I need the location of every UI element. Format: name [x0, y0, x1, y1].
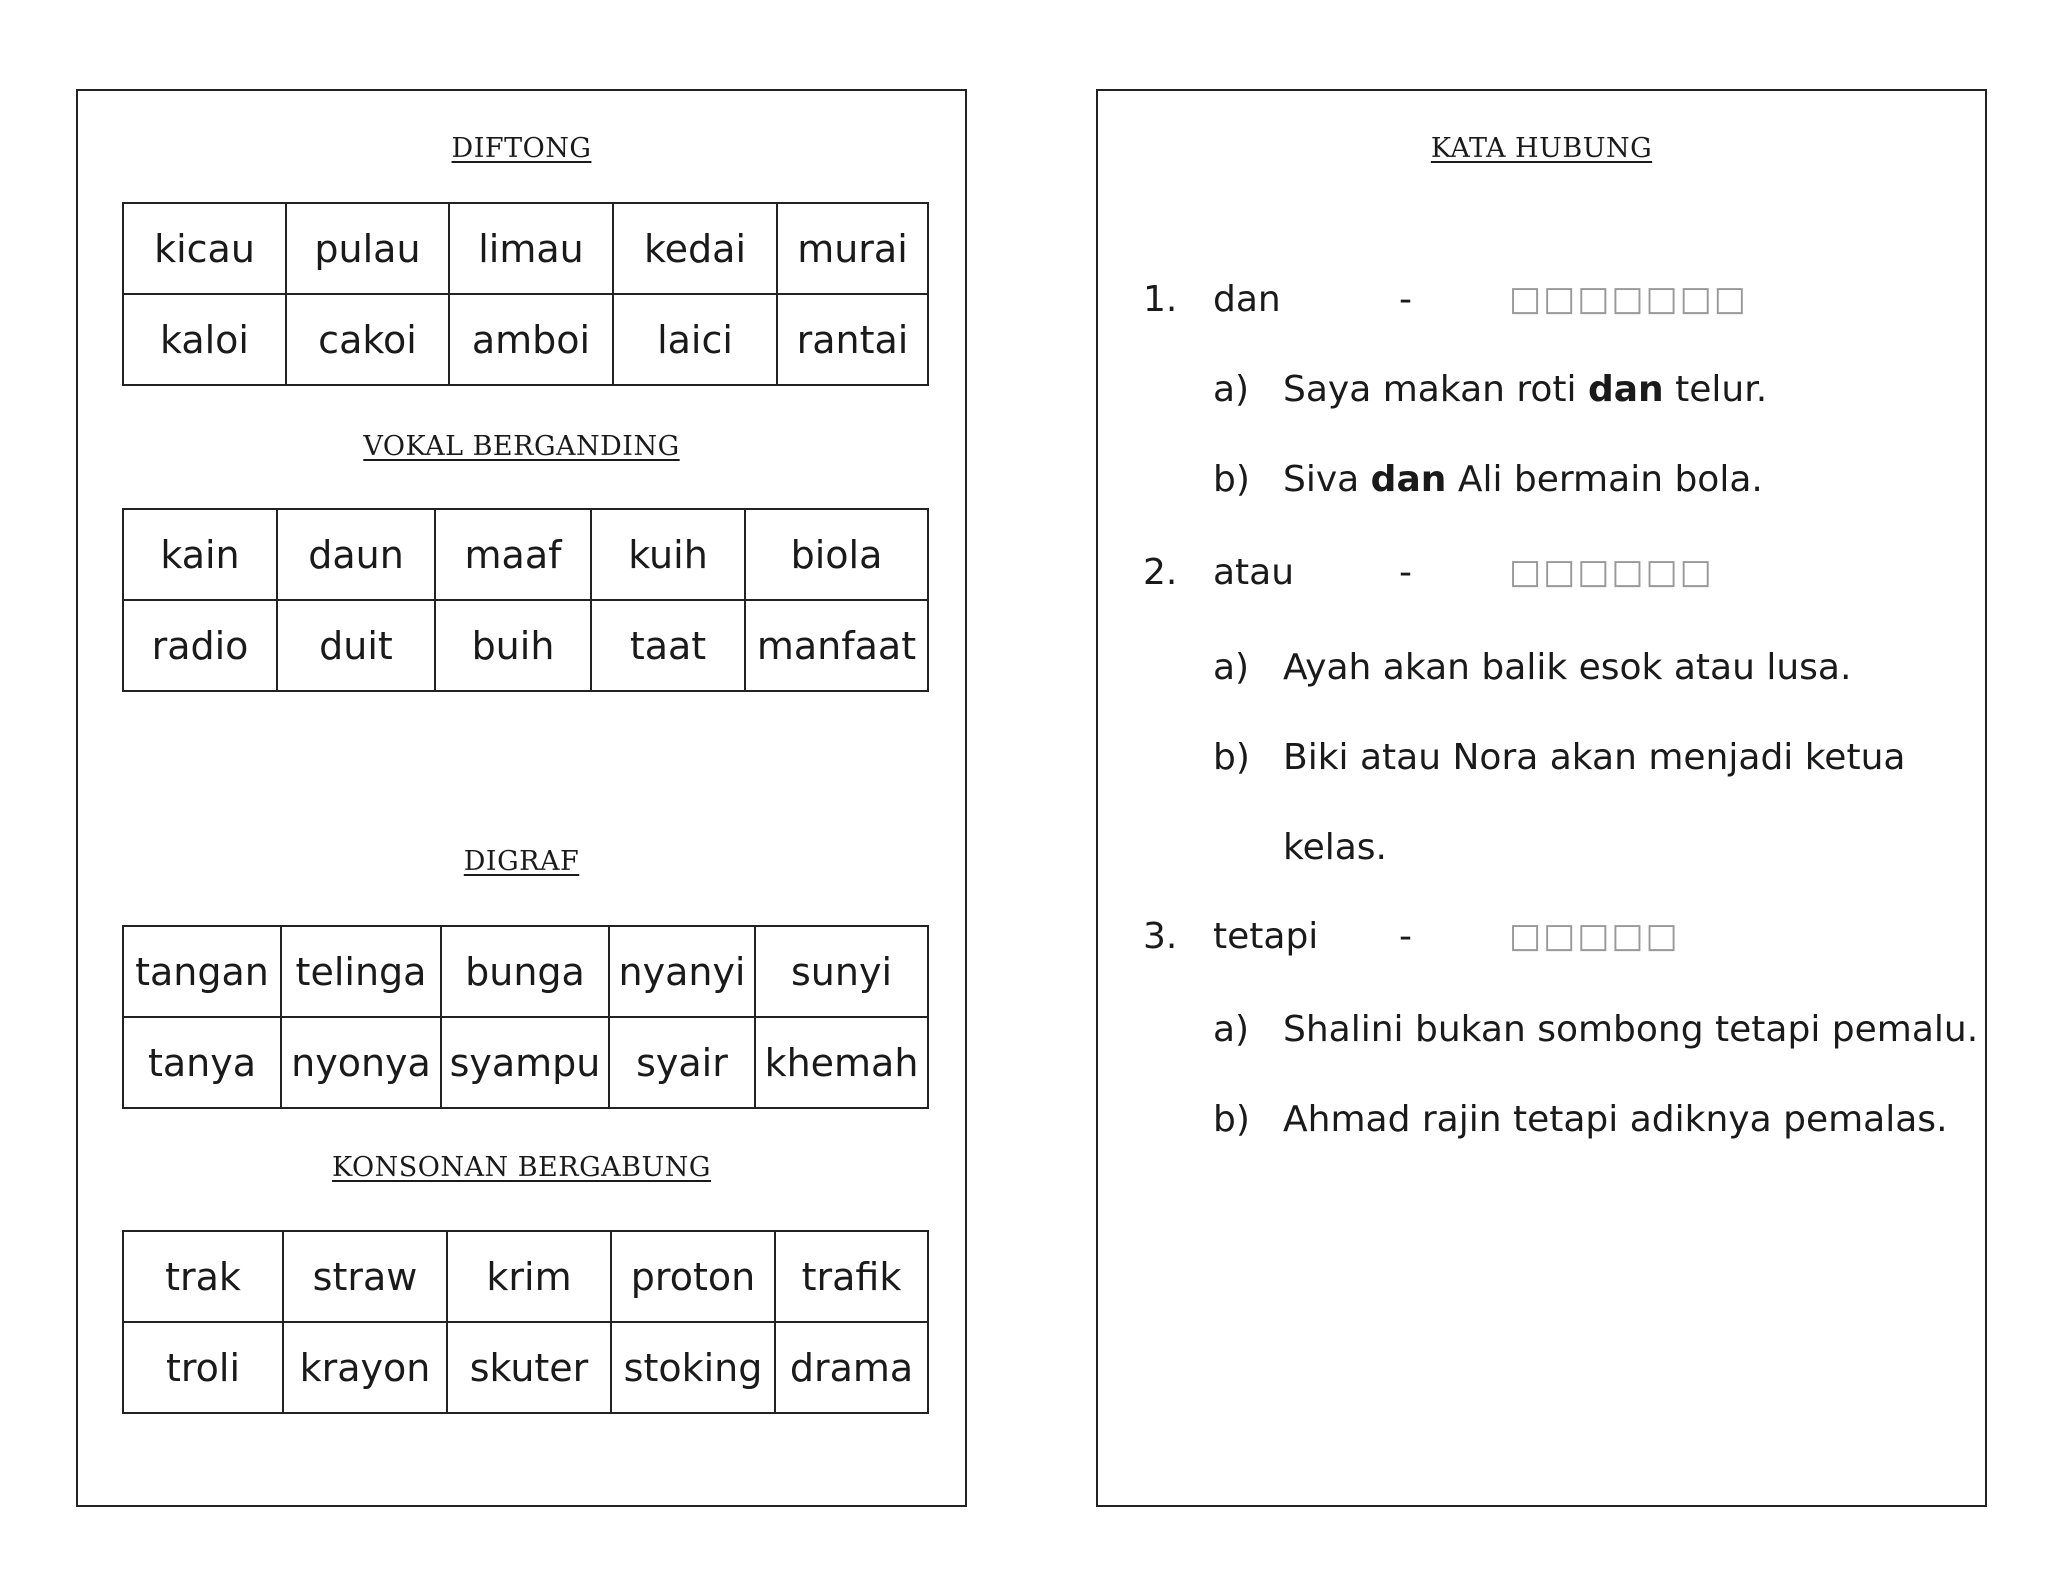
table-row [123, 294, 928, 385]
word-cell: proton [611, 1231, 775, 1322]
item-number: 2. [1143, 552, 1178, 593]
example-text: Shalini bukan sombong tetapi pemalu. [1283, 1009, 1979, 1050]
word-cell: stoking [611, 1322, 775, 1413]
word-cell: sunyi [755, 926, 928, 1017]
example-label: a) [1213, 369, 1250, 410]
word-cell: trafik [775, 1231, 928, 1322]
dash: - [1399, 916, 1412, 957]
word-cell: amboi [449, 294, 613, 385]
translation-glyphs: □□□□□□ [1509, 552, 1714, 592]
word-cell: kuih [591, 509, 745, 600]
conjunction-word: dan [1213, 279, 1281, 320]
bold-conjunction: dan [1587, 369, 1664, 410]
digraf-table [122, 925, 929, 1109]
word-cell: telinga [281, 926, 441, 1017]
example-text: Ayah akan balik esok atau lusa. [1283, 647, 1852, 688]
word-cell: buih [435, 600, 591, 691]
word-cell: duit [277, 600, 435, 691]
example-label: a) [1213, 1009, 1250, 1050]
translation-glyphs: □□□□□ [1509, 916, 1680, 956]
vokal-table [122, 508, 929, 692]
diftong-table [122, 202, 929, 386]
table-row [123, 203, 928, 294]
bold-conjunction: dan [1370, 459, 1447, 500]
word-cell: bunga [441, 926, 609, 1017]
example-text: Siva dan Ali bermain bola. [1283, 459, 1763, 500]
word-cell: tanya [123, 1017, 281, 1108]
table-row [123, 1231, 928, 1322]
example-label: b) [1213, 737, 1250, 778]
word-cell: krim [447, 1231, 611, 1322]
word-cell: cakoi [286, 294, 449, 385]
word-cell: limau [449, 203, 613, 294]
word-cell: kaloi [123, 294, 286, 385]
diftong-heading: DIFTONG [451, 133, 592, 164]
word-cell: syampu [441, 1017, 609, 1108]
table-row [123, 926, 928, 1017]
table-row [123, 509, 928, 600]
example-text-cont: kelas. [1283, 827, 1387, 868]
word-cell: krayon [283, 1322, 447, 1413]
item-number: 3. [1143, 916, 1178, 957]
word-cell: radio [123, 600, 277, 691]
table-row [123, 1322, 928, 1413]
word-cell: murai [777, 203, 928, 294]
word-cell: nyanyi [609, 926, 755, 1017]
word-cell: tangan [123, 926, 281, 1017]
example-label: a) [1213, 647, 1250, 688]
table-row [123, 600, 928, 691]
right-page [1096, 89, 1987, 1507]
example-text: Saya makan roti dan telur. [1283, 369, 1768, 410]
konsonan-heading: KONSONAN BERGABUNG [332, 1152, 711, 1183]
word-cell: taat [591, 600, 745, 691]
word-cell: pulau [286, 203, 449, 294]
left-page [76, 89, 967, 1507]
word-cell: rantai [777, 294, 928, 385]
word-cell: manfaat [745, 600, 928, 691]
word-cell: nyonya [281, 1017, 441, 1108]
vokal-heading: VOKAL BERGANDING [363, 431, 680, 462]
example-text: Biki atau Nora akan menjadi ketua [1283, 737, 1906, 778]
word-cell: biola [745, 509, 928, 600]
example-text: Ahmad rajin tetapi adiknya pemalas. [1283, 1099, 1948, 1140]
word-cell: kain [123, 509, 277, 600]
dash: - [1399, 552, 1412, 593]
table-row [123, 1017, 928, 1108]
konsonan-table [122, 1230, 929, 1414]
word-cell: skuter [447, 1322, 611, 1413]
word-cell: straw [283, 1231, 447, 1322]
digraf-heading: DIGRAF [463, 846, 580, 877]
word-cell: daun [277, 509, 435, 600]
word-cell: drama [775, 1322, 928, 1413]
conjunction-word: tetapi [1213, 916, 1319, 957]
conjunction-word: atau [1213, 552, 1295, 593]
word-cell: kicau [123, 203, 286, 294]
word-cell: syair [609, 1017, 755, 1108]
item-number: 1. [1143, 279, 1178, 320]
word-cell: troli [123, 1322, 283, 1413]
translation-glyphs: □□□□□□□ [1509, 279, 1748, 319]
kata-hubung-heading: KATA HUBUNG [1430, 133, 1653, 164]
dash: - [1399, 279, 1412, 320]
word-cell: khemah [755, 1017, 928, 1108]
word-cell: trak [123, 1231, 283, 1322]
word-cell: kedai [613, 203, 777, 294]
example-label: b) [1213, 1099, 1250, 1140]
word-cell: maaf [435, 509, 591, 600]
example-label: b) [1213, 459, 1250, 500]
word-cell: laici [613, 294, 777, 385]
